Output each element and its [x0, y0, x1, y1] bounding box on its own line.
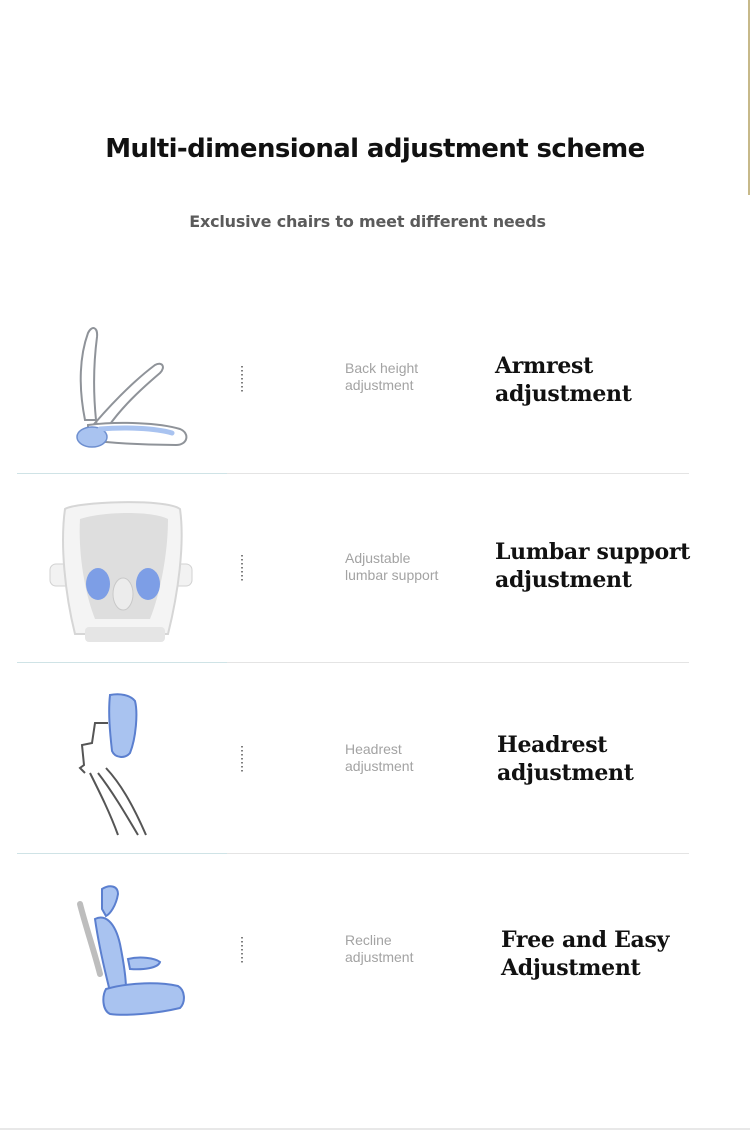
feature-caption: Recline adjustment [345, 932, 414, 965]
dotted-separator [240, 365, 244, 395]
feature-caption: Headrest adjustment [345, 741, 414, 774]
feature-heading: Headrest adjustment [497, 732, 634, 786]
feature-row-armrest [0, 285, 750, 475]
feature-heading: Free and Easy Adjustment [501, 927, 670, 981]
page-title: Multi-dimensional adjustment scheme [105, 134, 645, 164]
feature-heading: Armrest adjustment [495, 353, 632, 407]
chair-back-lumbar-photo-icon [40, 484, 220, 654]
feature-caption: Adjustable lumbar support [345, 550, 439, 583]
dotted-separator [240, 745, 244, 775]
feature-row-headrest [0, 663, 750, 853]
headrest-illustration-icon [40, 673, 220, 843]
feature-row-lumbar [0, 474, 750, 664]
feature-row-recline [0, 854, 750, 1044]
armrest-illustration-icon [40, 295, 220, 465]
page-subtitle: Exclusive chairs to meet different needs [189, 212, 546, 231]
dotted-separator [240, 554, 244, 584]
dotted-separator [240, 936, 244, 966]
feature-heading: Lumbar support adjustment [495, 539, 691, 593]
recline-illustration-icon [40, 864, 220, 1034]
feature-caption: Back height adjustment [345, 360, 419, 393]
